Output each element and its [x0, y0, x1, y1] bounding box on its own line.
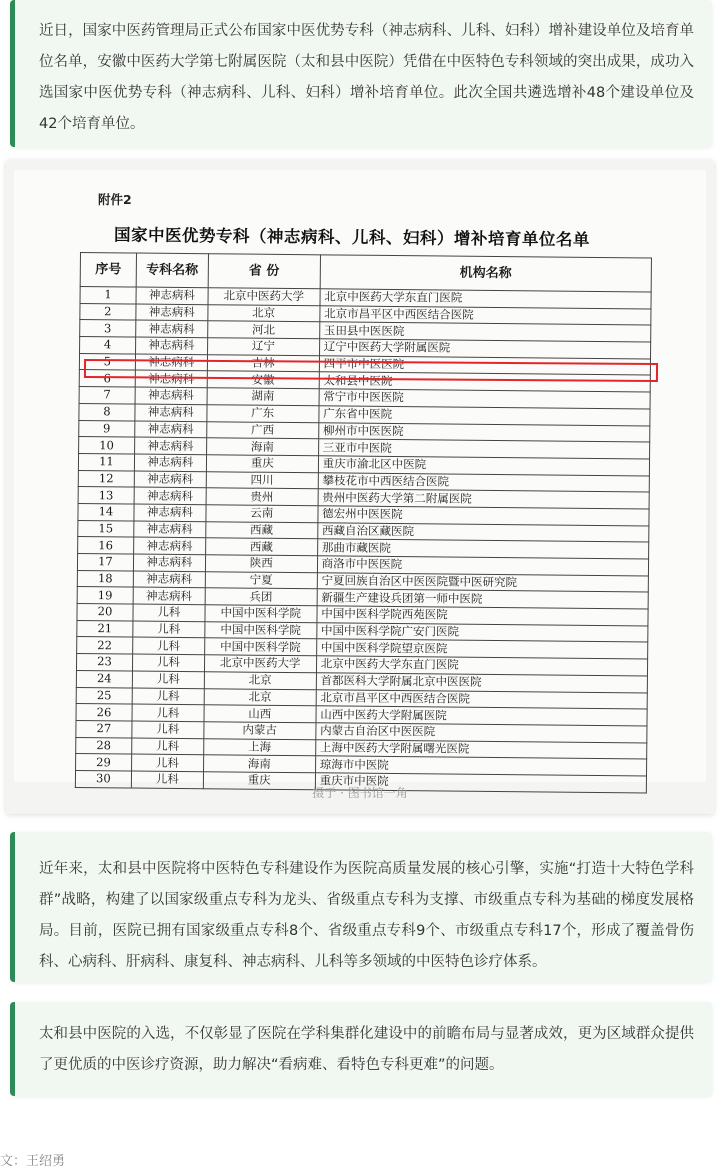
cell-number: 2 [80, 303, 136, 320]
cell-number: 6 [79, 370, 135, 387]
cell-province: 北京中医药大学 [204, 655, 316, 673]
cell-province: 重庆 [203, 772, 315, 790]
cell-institution: 柳州市中医医院 [318, 422, 649, 442]
cell-province: 贵州 [206, 488, 318, 506]
cell-specialty: 神志病科 [134, 471, 206, 488]
cell-specialty: 儿科 [133, 604, 205, 621]
cell-institution: 北京市昌平区中西医结合医院 [320, 305, 651, 325]
cell-institution: 辽宁中医药大学附属医院 [319, 339, 650, 359]
cell-number: 28 [76, 737, 132, 754]
cell-number: 15 [78, 520, 134, 537]
cell-specialty: 神志病科 [133, 554, 205, 571]
cell-specialty: 神志病科 [136, 320, 208, 337]
roster-table [75, 252, 652, 793]
document-title: 国家中医优势专科（神志病科、儿科、妇科）增补培育单位名单 [113, 225, 591, 250]
cell-specialty: 神志病科 [136, 304, 208, 321]
cell-province: 北京 [204, 688, 316, 706]
cell-specialty: 神志病科 [134, 437, 206, 454]
cell-number: 5 [79, 353, 135, 370]
cell-specialty: 儿科 [132, 721, 204, 738]
cell-province: 海南 [203, 755, 315, 773]
cell-specialty: 儿科 [132, 671, 204, 688]
cell-specialty: 神志病科 [133, 537, 205, 554]
cell-number: 13 [78, 487, 134, 504]
cell-specialty: 儿科 [133, 621, 205, 638]
cell-province: 西藏 [205, 538, 317, 556]
cell-institution: 西藏自治区藏医院 [317, 522, 648, 542]
cell-specialty: 儿科 [132, 688, 204, 705]
cell-institution: 琼海市中医院 [315, 756, 646, 776]
cell-province: 湖南 [207, 388, 319, 406]
cell-number: 19 [77, 587, 133, 604]
cell-institution: 三亚市中医院 [318, 439, 649, 459]
cell-number: 17 [77, 553, 133, 570]
cell-institution: 中国中医科学院望京医院 [316, 639, 647, 659]
cell-specialty: 儿科 [131, 754, 203, 771]
cell-province: 山西 [204, 705, 316, 723]
document-photo [6, 160, 714, 814]
cell-number: 16 [78, 537, 134, 554]
cell-institution: 德宏州中医医院 [318, 506, 649, 526]
cell-number: 1 [80, 287, 136, 304]
cell-number: 29 [76, 754, 132, 771]
cell-province: 兵团 [205, 588, 317, 606]
cell-number: 25 [76, 687, 132, 704]
cell-number: 20 [77, 604, 133, 621]
cell-province: 陕西 [205, 555, 317, 573]
cell-institution: 四平市中医医院 [319, 356, 650, 376]
development-card [10, 832, 712, 982]
cell-institution: 宁夏回族自治区中医医院暨中医研究院 [317, 572, 648, 592]
table-header-row [80, 253, 651, 292]
cell-institution: 北京市昌平区中西医结合医院 [316, 689, 647, 709]
cell-institution: 中国中医科学院西苑医院 [317, 606, 648, 626]
cell-number: 3 [80, 320, 136, 337]
cell-province: 宁夏 [205, 571, 317, 589]
header-institution: 机构名称 [320, 255, 652, 292]
cell-institution: 商洛市中医医院 [317, 556, 648, 576]
cell-number: 10 [79, 437, 135, 454]
attachment-label: 附件2 [98, 192, 132, 207]
cell-specialty: 儿科 [132, 654, 204, 671]
development-paragraph: 近年来，太和县中医院将中医特色专科建设作为医院高质量发展的核心引擎，实施“打造十大特色学科群”战略，构建了以国家级重点专科为龙头、省级重点专科为支撑、市级重点专科为基础的梯度发展格局。目前，医院已拥有国家级重点专科8个、省级重点专科9个、市级重点专科17个，形成了覆盖骨伤科、心病科、肝病科、康复科、神志病科、儿科等多领域的中医特色诊疗体系。 [39, 861, 694, 970]
cell-province: 河北 [207, 321, 319, 339]
cell-institution: 玉田县中医医院 [319, 322, 650, 342]
cell-province: 广西 [207, 421, 319, 439]
cell-institution: 山西中医药大学附属医院 [316, 706, 647, 726]
cell-specialty: 儿科 [132, 704, 204, 721]
conclusion-card [10, 1002, 712, 1096]
cell-province: 内蒙古 [204, 722, 316, 740]
cell-specialty: 神志病科 [135, 354, 207, 371]
cell-specialty: 神志病科 [133, 571, 205, 588]
document-paper [14, 170, 706, 789]
cell-institution: 上海中医药大学附属曙光医院 [315, 739, 646, 759]
cell-number: 8 [79, 403, 135, 420]
cell-number: 14 [78, 503, 134, 520]
cell-number: 7 [79, 387, 135, 404]
highlight-box [84, 359, 658, 382]
cell-institution: 常宁市中医医院 [319, 389, 650, 409]
photo-caption: 摄于 · 图书馆一角 [312, 786, 408, 800]
cell-institution: 贵州中医药大学第二附属医院 [318, 489, 649, 509]
cell-institution: 北京中医药大学东直门医院 [316, 656, 647, 676]
cell-province: 西藏 [206, 521, 318, 539]
cell-specialty: 神志病科 [134, 521, 206, 538]
cell-institution: 中国中医科学院广安门医院 [316, 623, 647, 643]
cell-specialty: 神志病科 [135, 404, 207, 421]
cell-number: 18 [77, 570, 133, 587]
cell-institution: 北京中医药大学东直门医院 [320, 289, 651, 309]
header-number: 序号 [80, 253, 136, 288]
roster-table-wrap [75, 252, 658, 793]
cell-province: 重庆 [206, 455, 318, 473]
cell-province: 云南 [206, 505, 318, 523]
cell-number: 4 [80, 337, 136, 354]
cell-number: 30 [75, 770, 131, 787]
cell-number: 9 [79, 420, 135, 437]
header-province: 省 份 [208, 254, 320, 289]
cell-province: 北京中医药大学 [208, 288, 320, 306]
cell-province: 中国中医科学院 [205, 605, 317, 623]
cell-specialty: 神志病科 [133, 587, 205, 604]
cell-institution: 重庆市中医院 [315, 773, 646, 793]
intro-card [10, 0, 712, 147]
cell-province: 四川 [206, 471, 318, 489]
cell-institution: 重庆市渝北区中医院 [318, 456, 649, 476]
cell-province: 安徽 [207, 371, 319, 389]
cell-specialty: 神志病科 [136, 287, 208, 304]
cell-province: 辽宁 [207, 338, 319, 356]
cell-institution: 攀枝花市中西医结合医院 [318, 472, 649, 492]
cell-institution: 新疆生产建设兵团第一师中医院 [317, 589, 648, 609]
header-specialty: 专科名称 [136, 253, 208, 288]
cell-number: 23 [76, 654, 132, 671]
cell-province: 北京 [204, 672, 316, 690]
cell-number: 11 [78, 453, 134, 470]
cell-number: 21 [77, 620, 133, 637]
cell-institution: 太和县中医院 [319, 372, 650, 392]
cell-specialty: 儿科 [131, 771, 203, 788]
intro-paragraph: 近日，国家中医药管理局正式公布国家中医优势专科（神志病科、儿科、妇科）增补建设单位及培育单位名单，安徽中医药大学第七附属医院（太和县中医院）凭借在中医特色专科领域的突出成果，成功入选国家中医优势专科（神志病科、儿科、妇科）增补培育单位。此次全国共遴选增补48个建设单位及42个培育单位。 [39, 23, 694, 132]
cell-specialty: 儿科 [133, 637, 205, 654]
cell-specialty: 神志病科 [134, 454, 206, 471]
cell-province: 北京 [208, 304, 320, 322]
cell-specialty: 神志病科 [135, 421, 207, 438]
cell-number: 12 [78, 470, 134, 487]
cell-institution: 那曲市藏医院 [317, 539, 648, 559]
cell-specialty: 神志病科 [135, 337, 207, 354]
cell-specialty: 神志病科 [134, 487, 206, 504]
cell-province: 广东 [207, 405, 319, 423]
cell-province: 海南 [206, 438, 318, 456]
author-credit: 文：王绍勇 [0, 1154, 66, 1169]
cell-number: 26 [76, 704, 132, 721]
cell-province: 上海 [203, 738, 315, 756]
cell-specialty: 神志病科 [135, 387, 207, 404]
cell-specialty: 神志病科 [135, 370, 207, 387]
cell-specialty: 儿科 [132, 738, 204, 755]
cell-province: 中国中医科学院 [204, 638, 316, 656]
cell-number: 24 [76, 670, 132, 687]
cell-specialty: 神志病科 [134, 504, 206, 521]
cell-institution: 首都医科大学附属北京中医医院 [316, 673, 647, 693]
cell-institution: 内蒙古自治区中医医院 [316, 723, 647, 743]
cell-institution: 广东省中医院 [319, 406, 650, 426]
cell-number: 27 [76, 720, 132, 737]
cell-province: 中国中医科学院 [205, 621, 317, 639]
cell-number: 22 [77, 637, 133, 654]
cell-province: 吉林 [207, 354, 319, 372]
conclusion-paragraph: 太和县中医院的入选，不仅彰显了医院在学科集群化建设中的前瞻布局与显著成效，更为区域群众提供了更优质的中医诊疗资源，助力解决“看病难、看特色专科更难”的问题。 [39, 1026, 694, 1073]
